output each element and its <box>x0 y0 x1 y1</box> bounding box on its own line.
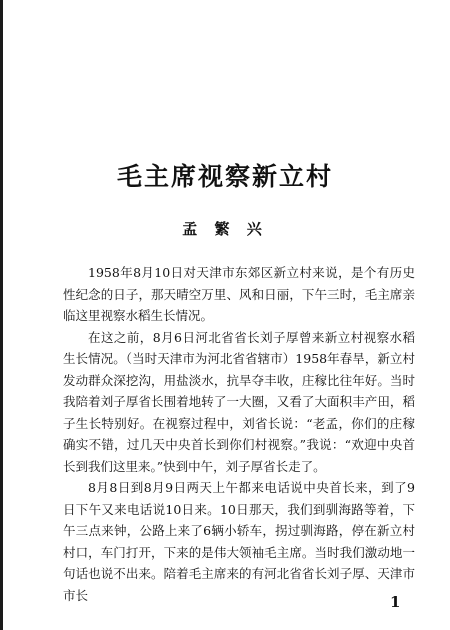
page-title: 毛主席视察新立村 <box>116 162 333 191</box>
paragraph-1: 1958年8月10日对天津市东郊区新立村来说，是个有历史性纪念的日子，那天晴空万里、风和日丽，下午三时，毛主席亲临这里视察水稻生长情况。 <box>63 265 415 323</box>
page-number: 1 <box>390 593 401 611</box>
article-body <box>63 262 415 606</box>
paragraph-2: 在这之前，8月6日河北省省长刘子厚曾来新立村视察水稻生长情况。（当时天津市为河北省省辖市）1958年春旱，新立村发动群众深挖沟，用盐淡水，抗旱夺丰收，庄稼比往年好。当时我陪着刘子厚省长围着地转了一大圈，又看了大面积丰产田，稻子生长特别好。在视察过程中，刘省长说：“老孟，你们的庄稼确实不错，过几天中央首长到你们村视察。”我说：“欢迎中央首长到我们这里来。”快到中午，刘子厚省长走了。 <box>63 329 415 474</box>
page-edge-shadow <box>0 0 3 630</box>
author-name: 孟 繁 兴 <box>182 220 268 238</box>
paragraph-3: 8月8日到8月9日两天上午都来电话说中央首长来，到了9日下午又来电话说10日来。10日那天，我们到驯海路等着，下午三点来钟，公路上来了6辆小轿车，拐过驯海路，停在新立村村口，车门打开，下来的是伟大领袖毛主席。当时我们激动地一句话也说不出来。陪着毛主席来的有河北省省长刘子厚、天津市市长 <box>63 480 415 603</box>
